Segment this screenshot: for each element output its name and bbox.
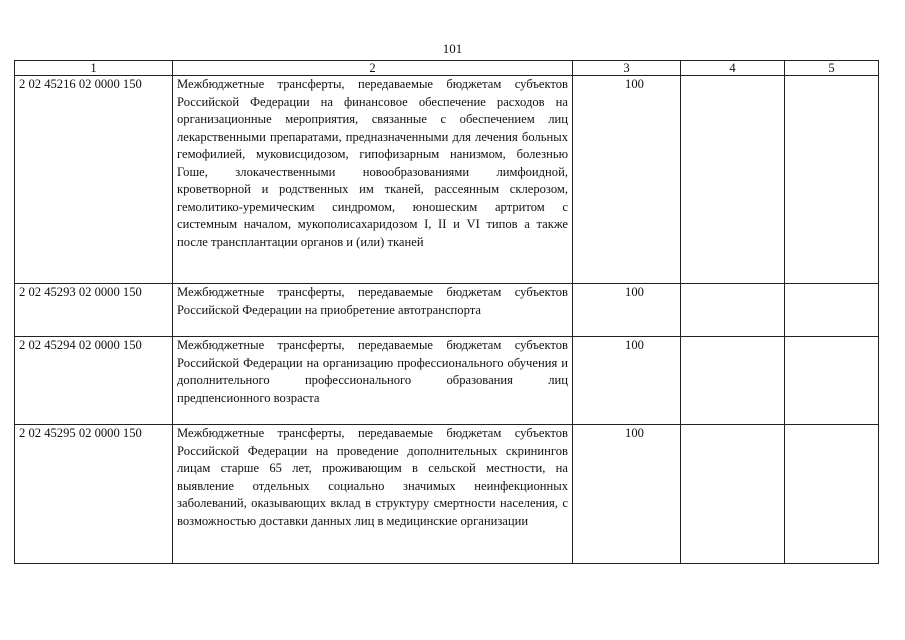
budget-code-cell: 2 02 45294 02 0000 150: [15, 337, 173, 425]
value-text: 100: [625, 338, 644, 352]
column-header: 5: [785, 61, 879, 76]
table-row: [15, 337, 879, 425]
table-row: [15, 284, 879, 337]
empty-cell: [681, 425, 785, 564]
empty-cell: [681, 337, 785, 425]
column-header: 4: [681, 61, 785, 76]
column-header: 2: [173, 61, 573, 76]
page-number: 101: [442, 41, 463, 56]
table-row: [15, 76, 879, 284]
empty-cell: [785, 284, 879, 337]
value-cell: [573, 284, 681, 337]
empty-cell: [785, 425, 879, 564]
empty-cell: [681, 284, 785, 337]
description-cell: Межбюджетные трансферты, передаваемые бюджетам субъектов Российской Федерации на финансовое обеспечение расходов на организационные мероприятия, связанные с обеспечением лиц лекарственными препаратами, предназначенными для лечения больных гемофилией, муковисцидозом, гипофизарным нанизмом, болезнью Гоше, злокачественными новообразованиями лимфоидной, кроветворной и родственных им тканей, рассеянным склерозом, гемолитико-уремическим синдромом, юношеским артритом с системным началом, мукополисахаридозом I, II и VI типов а также после трансплантации органов и (или) тканей: [173, 76, 573, 284]
budget-code-cell: 2 02 45295 02 0000 150: [15, 425, 173, 564]
empty-cell: [681, 76, 785, 284]
column-header: 1: [15, 61, 173, 76]
value-text: 100: [625, 77, 644, 91]
empty-cell: [785, 337, 879, 425]
value-text: 100: [625, 426, 644, 440]
description-cell: Межбюджетные трансферты, передаваемые бюджетам субъектов Российской Федерации на проведение дополнительных скринингов лицам старше 65 лет, проживающим в сельской местности, на выявление отдельных социально значимых неинфекционных заболеваний, оказывающих вклад в структуру смертности населения, с возможностью доставки данных лиц в медицинские организации: [173, 425, 573, 564]
value-cell: [573, 425, 681, 564]
description-cell: Межбюджетные трансферты, передаваемые бюджетам субъектов Российской Федерации на приобретение автотранспорта: [173, 284, 573, 337]
column-header: 3: [573, 61, 681, 76]
budget-code-cell: 2 02 45293 02 0000 150: [15, 284, 173, 337]
value-text: 100: [625, 285, 644, 299]
value-cell: [573, 76, 681, 284]
table-row: [15, 425, 879, 564]
budget-table: [14, 60, 879, 564]
description-cell: Межбюджетные трансферты, передаваемые бюджетам субъектов Российской Федерации на организацию профессионального обучения и дополнительного профессионального образования лиц предпенсионного возраста: [173, 337, 573, 425]
table-header-row: [15, 61, 879, 76]
empty-cell: [785, 76, 879, 284]
budget-code-cell: 2 02 45216 02 0000 150: [15, 76, 173, 284]
value-cell: [573, 337, 681, 425]
